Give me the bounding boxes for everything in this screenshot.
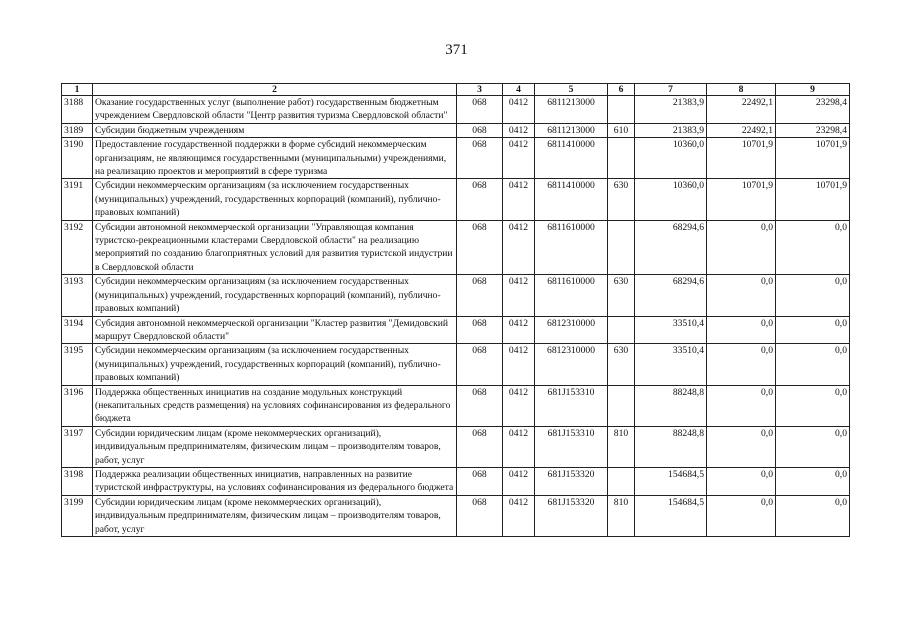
header-cell: 6 [608, 84, 635, 96]
row-col8: 0,0 [707, 344, 776, 385]
table-row [62, 275, 850, 316]
row-col8: 0,0 [707, 275, 776, 316]
row-col3: 068 [457, 467, 503, 495]
row-id: 3195 [62, 344, 93, 385]
row-name: Субсидии некоммерческим организациям (за исключением государственных (муниципальных) учреждений, государственных корпораций (компаний), публично-правовых компаний) [93, 275, 457, 316]
row-name: Поддержка общественных инициатив на создание модульных конструкций (некапитальных средств размещения) на условиях софинансирования из федерального бюджета [93, 385, 457, 426]
row-col4: 0412 [503, 179, 535, 220]
row-col8: 10701,9 [707, 138, 776, 179]
row-col8: 0,0 [707, 220, 776, 275]
row-id: 3196 [62, 385, 93, 426]
row-id: 3188 [62, 96, 93, 124]
row-name: Субсидии юридическим лицам (кроме некоммерческих организаций), индивидуальным предпринимателям, физическим лицам – производителям товаров, работ, услуг [93, 495, 457, 536]
row-col5: 6811213000 [535, 123, 608, 137]
row-id: 3199 [62, 495, 93, 536]
row-col6: 810 [608, 495, 635, 536]
row-name: Субсидия автономной некоммерческой организации "Кластер развития "Демидовский маршрут Свердловской области" [93, 316, 457, 344]
table-row [62, 138, 850, 179]
row-col6 [608, 220, 635, 275]
row-col3: 068 [457, 385, 503, 426]
row-col5: 6811410000 [535, 179, 608, 220]
row-col5: 6811610000 [535, 275, 608, 316]
row-col5: 6812310000 [535, 316, 608, 344]
row-col5: 6811213000 [535, 96, 608, 124]
row-id: 3191 [62, 179, 93, 220]
row-name: Субсидии некоммерческим организациям (за исключением государственных (муниципальных) учреждений, государственных корпораций (компаний), публично-правовых компаний) [93, 179, 457, 220]
header-cell: 3 [457, 84, 503, 96]
row-id: 3192 [62, 220, 93, 275]
row-col5: 681J153310 [535, 385, 608, 426]
row-col6 [608, 138, 635, 179]
table-row [62, 123, 850, 137]
row-col9: 0,0 [776, 426, 850, 467]
row-col8: 22492,1 [707, 123, 776, 137]
row-col8: 10701,9 [707, 179, 776, 220]
row-col9: 23298,4 [776, 123, 850, 137]
row-col6: 630 [608, 344, 635, 385]
row-col9: 0,0 [776, 495, 850, 536]
row-col7: 33510,4 [635, 344, 707, 385]
row-col3: 068 [457, 220, 503, 275]
table-row [62, 96, 850, 124]
row-col8: 22492,1 [707, 96, 776, 124]
table-row [62, 385, 850, 426]
row-col7: 10360,0 [635, 179, 707, 220]
row-col7: 68294,6 [635, 275, 707, 316]
row-col4: 0412 [503, 385, 535, 426]
row-col9: 0,0 [776, 275, 850, 316]
row-col4: 0412 [503, 316, 535, 344]
budget-table [61, 83, 850, 537]
row-col8: 0,0 [707, 385, 776, 426]
row-col3: 068 [457, 96, 503, 124]
row-col9: 0,0 [776, 344, 850, 385]
row-col5: 6811410000 [535, 138, 608, 179]
row-col6 [608, 316, 635, 344]
row-col7: 88248,8 [635, 385, 707, 426]
row-id: 3189 [62, 123, 93, 137]
row-id: 3197 [62, 426, 93, 467]
row-col5: 681J153320 [535, 467, 608, 495]
row-col3: 068 [457, 316, 503, 344]
row-col6 [608, 385, 635, 426]
row-col9: 0,0 [776, 467, 850, 495]
table-row [62, 316, 850, 344]
row-col9: 0,0 [776, 220, 850, 275]
row-col4: 0412 [503, 467, 535, 495]
row-col3: 068 [457, 426, 503, 467]
row-col3: 068 [457, 275, 503, 316]
row-col4: 0412 [503, 495, 535, 536]
row-col9: 10701,9 [776, 138, 850, 179]
row-col7: 88248,8 [635, 426, 707, 467]
header-cell: 1 [62, 84, 93, 96]
row-col5: 6811610000 [535, 220, 608, 275]
row-col8: 0,0 [707, 495, 776, 536]
row-col8: 0,0 [707, 467, 776, 495]
row-col4: 0412 [503, 220, 535, 275]
row-name: Предоставление государственной поддержки в форме субсидий некоммерческим организациям, не являющимся государственными (муниципальными) учреждениями, на реализацию проектов и мероприятий в сфере туризма [93, 138, 457, 179]
table-row [62, 495, 850, 536]
table-body [62, 96, 850, 537]
row-col7: 21383,9 [635, 96, 707, 124]
row-col9: 0,0 [776, 316, 850, 344]
header-row [62, 84, 850, 96]
row-col4: 0412 [503, 344, 535, 385]
table-row [62, 179, 850, 220]
row-col6 [608, 96, 635, 124]
row-col6: 630 [608, 179, 635, 220]
row-col7: 68294,6 [635, 220, 707, 275]
row-col7: 33510,4 [635, 316, 707, 344]
row-col5: 681J153320 [535, 495, 608, 536]
row-col7: 154684,5 [635, 495, 707, 536]
row-col6: 610 [608, 123, 635, 137]
row-name: Субсидии некоммерческим организациям (за исключением государственных (муниципальных) учреждений, государственных корпораций (компаний), публично-правовых компаний) [93, 344, 457, 385]
row-id: 3193 [62, 275, 93, 316]
table-row [62, 220, 850, 275]
row-col6: 630 [608, 275, 635, 316]
row-col9: 10701,9 [776, 179, 850, 220]
row-col7: 21383,9 [635, 123, 707, 137]
row-col7: 10360,0 [635, 138, 707, 179]
header-cell: 7 [635, 84, 707, 96]
row-col9: 23298,4 [776, 96, 850, 124]
table-row [62, 344, 850, 385]
row-col3: 068 [457, 179, 503, 220]
row-col4: 0412 [503, 275, 535, 316]
row-name: Поддержка реализации общественных инициатив, направленных на развитие туристской инфраструктуры, на условиях софинансирования из федерального бюджета [93, 467, 457, 495]
row-col3: 068 [457, 123, 503, 137]
header-cell: 9 [776, 84, 850, 96]
row-name: Субсидии бюджетным учреждениям [93, 123, 457, 137]
table-row [62, 426, 850, 467]
row-col4: 0412 [503, 123, 535, 137]
page-number: 371 [445, 42, 468, 58]
row-name: Субсидии юридическим лицам (кроме некоммерческих организаций), индивидуальным предпринимателям, физическим лицам – производителям товаров, работ, услуг [93, 426, 457, 467]
row-col4: 0412 [503, 96, 535, 124]
row-col6: 810 [608, 426, 635, 467]
header-cell: 4 [503, 84, 535, 96]
row-col6 [608, 467, 635, 495]
row-col5: 6812310000 [535, 344, 608, 385]
row-name: Субсидии автономной некоммерческой организации "Управляющая компания туристско-рекреационными кластерами Свердловской области" на реализацию мероприятий по созданию благоприятных условий для развития туристской индустрии в Свердловской области [93, 220, 457, 275]
row-col3: 068 [457, 138, 503, 179]
row-col8: 0,0 [707, 316, 776, 344]
row-col5: 681J153310 [535, 426, 608, 467]
row-id: 3198 [62, 467, 93, 495]
row-col9: 0,0 [776, 385, 850, 426]
table-row [62, 467, 850, 495]
row-col4: 0412 [503, 138, 535, 179]
header-cell: 2 [93, 84, 457, 96]
row-name: Оказание государственных услуг (выполнение работ) государственным бюджетным учреждением Свердловской области "Центр развития туризма Свердловской области" [93, 96, 457, 124]
row-id: 3194 [62, 316, 93, 344]
row-col4: 0412 [503, 426, 535, 467]
header-cell: 5 [535, 84, 608, 96]
row-col7: 154684,5 [635, 467, 707, 495]
row-col3: 068 [457, 344, 503, 385]
row-col3: 068 [457, 495, 503, 536]
row-id: 3190 [62, 138, 93, 179]
row-col8: 0,0 [707, 426, 776, 467]
header-cell: 8 [707, 84, 776, 96]
